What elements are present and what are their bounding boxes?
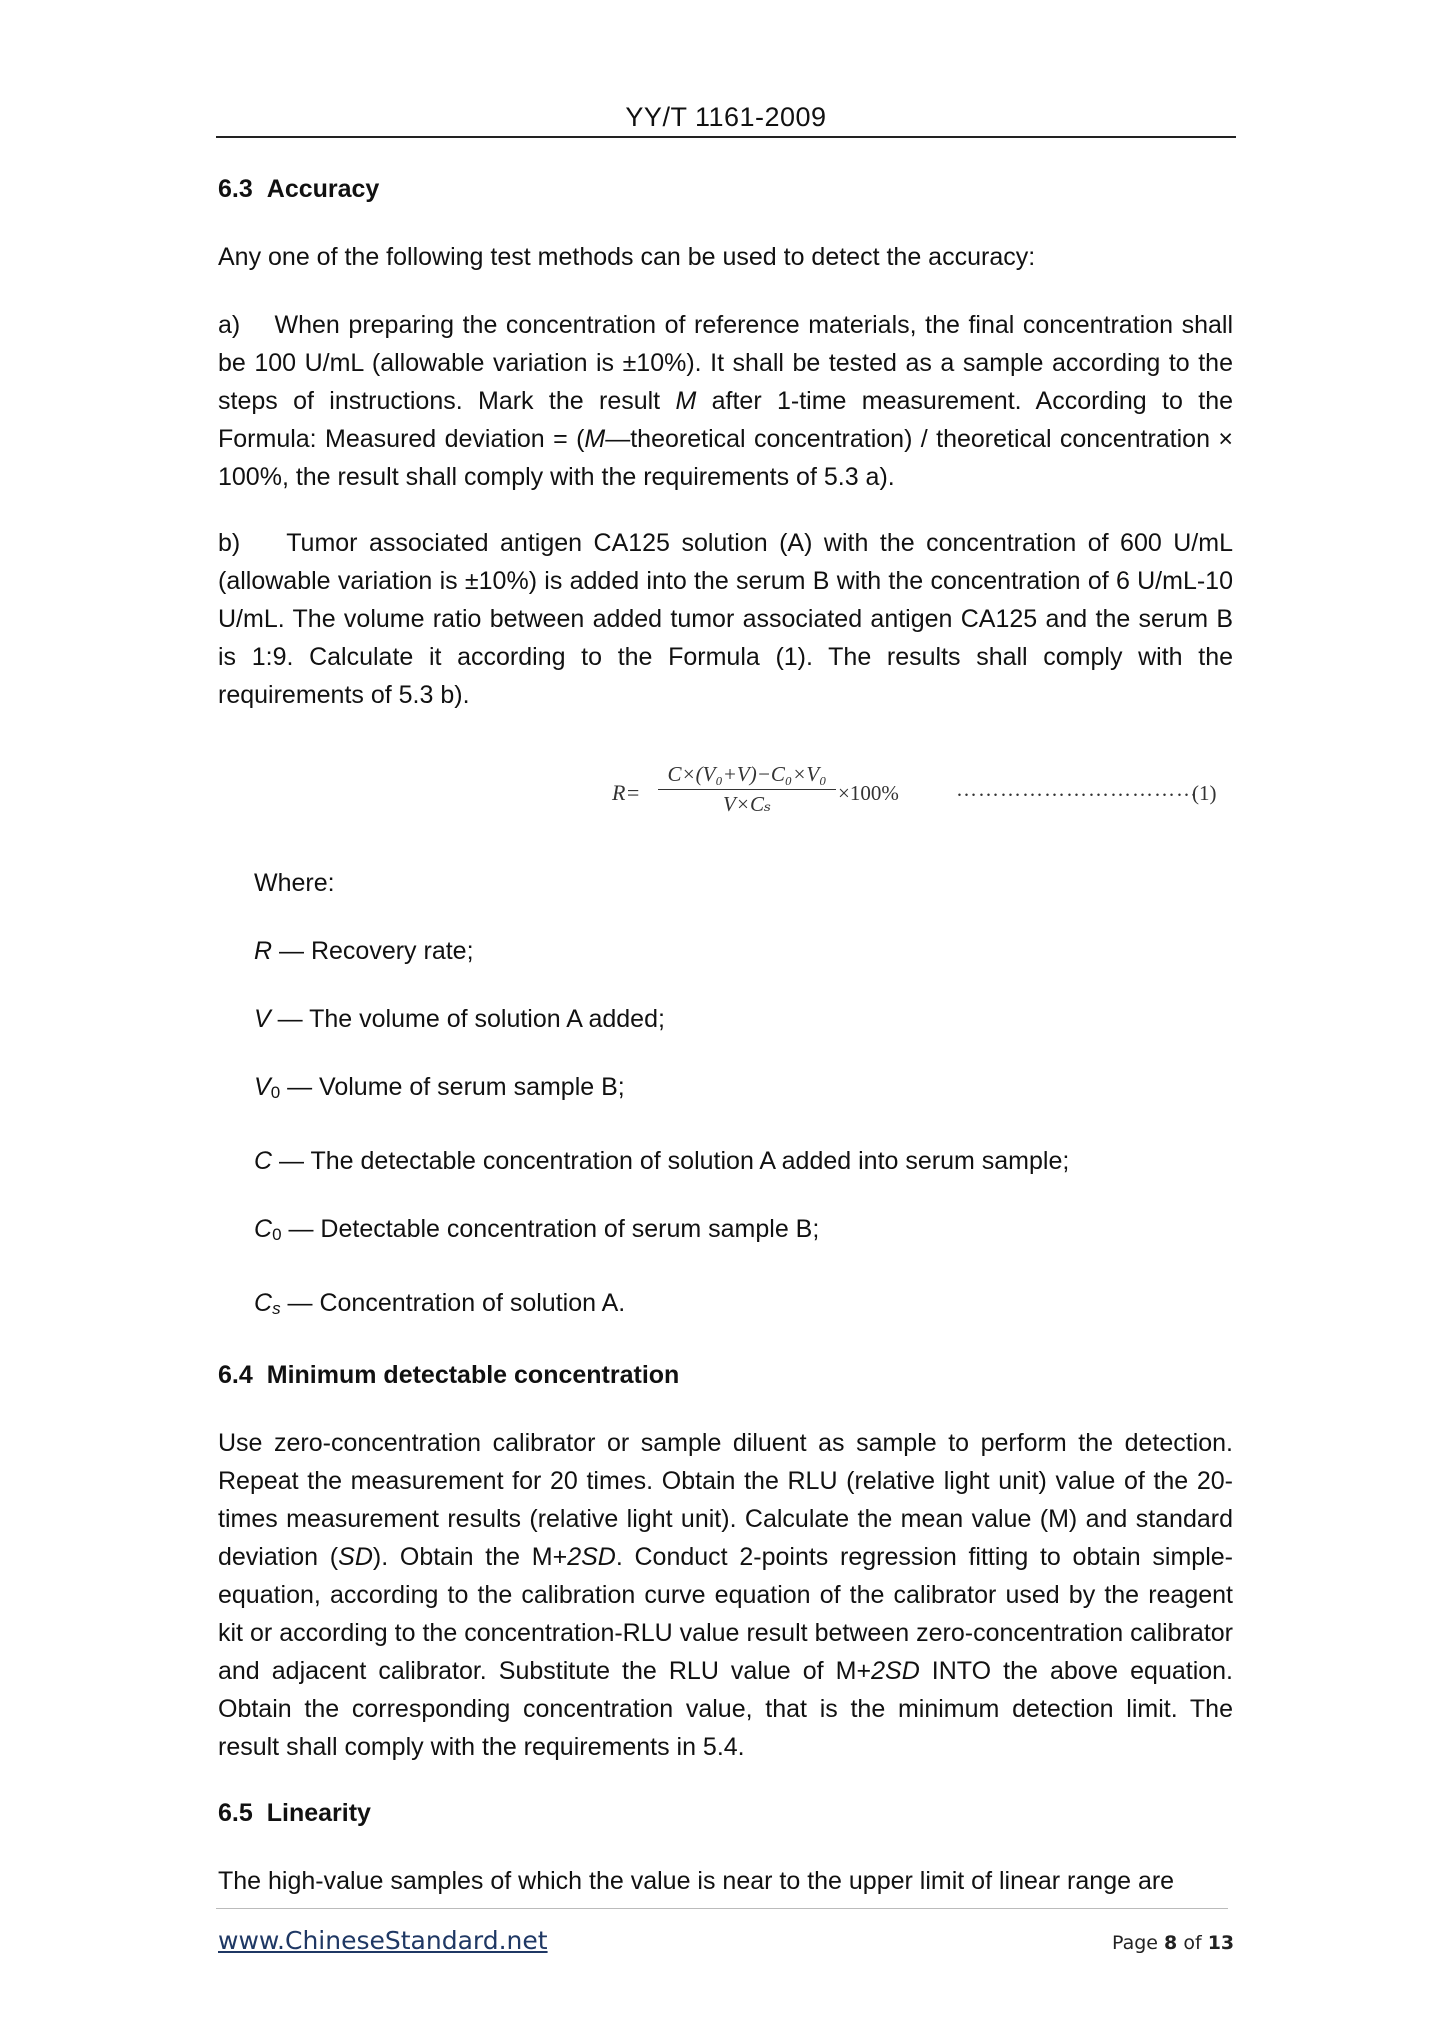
standard-number-header: YY/T 1161-2009 — [625, 102, 827, 132]
section-number: 6.4 — [218, 1361, 253, 1389]
header-rule — [216, 136, 1236, 138]
accuracy-intro: Any one of the following test methods can be used to detect the accuracy: — [218, 243, 1036, 271]
document-body — [218, 170, 1233, 1900]
definition-item: V0 — Volume of serum sample B; — [254, 1073, 625, 1102]
section-title: Accuracy — [266, 175, 380, 203]
section-number: 6.3 — [218, 175, 253, 203]
min-detectable-paragraph: Use zero-concentration calibrator or sample diluent as sample to perform the detection. Repeat the measurement for 20 times. Obtain the RLU (relative light unit) value of the 20-times measurement results (relative light unit). Calculate the mean value (M) and standard deviation (SD). Obtain the M+2SD. Conduct 2-points regression fitting to obtain simple-equation, according to the calibration curve equation of the calibrator used by the reagent kit or according to the concentration-RLU value result between zero-concentration calibrator and adjacent calibrator. Substitute the RLU value of M+2SD INTO the above equation. Obtain the corresponding concentration value, that is the minimum detection limit. The result shall comply with the requirements in 5.4. — [218, 1429, 1233, 1761]
page-number: Page 8 of 13 — [1112, 1932, 1235, 1954]
accuracy-item-b: b) Tumor associated antigen CA125 solution (A) with the concentration of 600 U/mL (allowable variation is ±10%) is added into the serum B with the concentration of 6 U/mL-10 U/mL. The volume ratio between added tumor associated antigen CA125 and the serum B is 1:9. Calculate it according to the Formula (1). The results shall comply with the requirements of 5.3 b). — [218, 529, 1233, 709]
formula-number: (1) — [1192, 781, 1217, 805]
section-number: 6.5 — [218, 1799, 253, 1827]
formula-leader-dots: …………………………… — [956, 777, 1198, 801]
section-6-4-heading — [218, 1356, 1233, 1394]
section-title: Linearity — [266, 1799, 371, 1827]
section-6-3-heading — [218, 170, 1233, 208]
footer-rule — [216, 1908, 1228, 1909]
variable-m: M — [584, 425, 606, 453]
linearity-paragraph: The high-value samples of which the value is near to the upper limit of linear range are — [218, 1867, 1175, 1895]
definition-item: Cs — Concentration of solution A. — [254, 1289, 626, 1318]
definition-item: C0 — Detectable concentration of serum sample B; — [254, 1215, 820, 1244]
definition-item: C — The detectable concentration of solution A added into serum sample; — [254, 1147, 1070, 1175]
variable-m: M — [675, 387, 697, 415]
website-link[interactable]: www.ChineseStandard.net — [218, 1926, 548, 1955]
accuracy-item-a: a) When preparing the concentration of reference materials, the final concentration shall be 100 U/mL (allowable variation is ±10%). It shall be tested as a sample according to the steps of instructions. Mark the result M after 1-time measurement. According to the Formula: Measured deviation = (M—theoretical concentration) / theoretical concentration × 100%, the result shall comply with the requirements of 5.3 a). — [218, 311, 1233, 491]
formula-denominator: V×Cₛ — [722, 792, 772, 816]
formula-fraction — [658, 760, 836, 818]
formula-numerator: C×(V₀+V)−C₀×V₀ — [667, 762, 827, 786]
where-definitions — [254, 864, 1233, 1328]
recovery-rate-formula — [218, 760, 1233, 838]
formula-lhs: R= — [612, 780, 641, 805]
item-label: b) — [218, 529, 241, 557]
section-title: Minimum detectable concentration — [266, 1361, 680, 1389]
formula-multiplier: ×100% — [838, 781, 899, 805]
item-label: a) — [218, 311, 241, 339]
definition-item: R — Recovery rate; — [254, 937, 474, 965]
where-label: Where: — [254, 869, 335, 897]
section-6-5-heading — [218, 1794, 1233, 1832]
definition-item: V — The volume of solution A added; — [254, 1005, 665, 1033]
